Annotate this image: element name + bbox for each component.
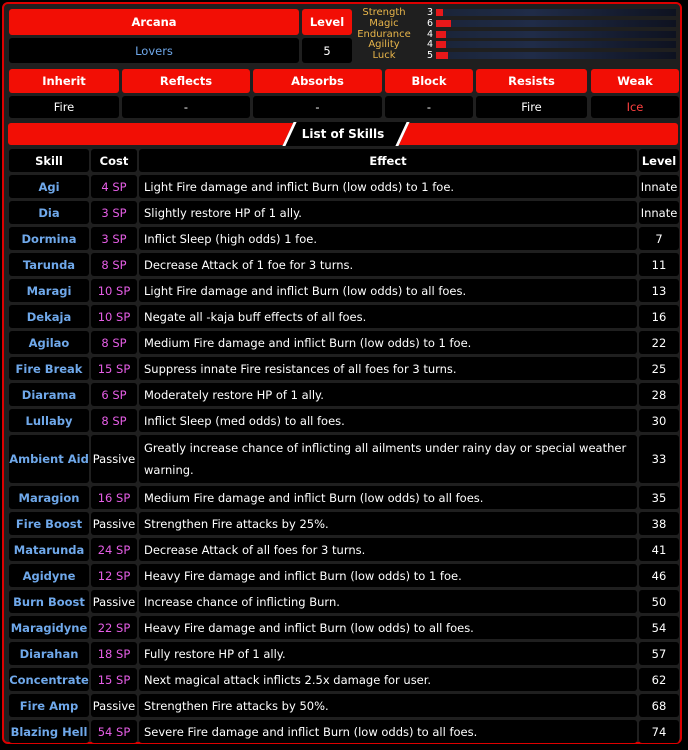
skill-name[interactable]: Ambient Aid <box>9 435 89 483</box>
skill-level: 33 <box>639 435 679 483</box>
skill-level: Innate <box>639 201 679 224</box>
stat-value: 4 <box>426 28 434 40</box>
stat-bar <box>436 52 676 59</box>
stat-bar-fill <box>436 31 446 38</box>
skill-cost: 8 SP <box>91 331 137 354</box>
skill-cost: Passive <box>91 694 137 717</box>
skill-cost: 8 SP <box>91 253 137 276</box>
stat-name: Endurance <box>357 28 411 40</box>
cost-col-header: Cost <box>91 149 137 172</box>
skill-name[interactable]: Lullaby <box>9 409 89 432</box>
skill-level: 7 <box>639 227 679 250</box>
affinity-header-weak: Weak <box>591 69 679 93</box>
effect-col-header: Effect <box>139 149 637 172</box>
skill-name[interactable]: Burn Boost <box>9 590 89 613</box>
level-header: Level <box>302 9 352 35</box>
skill-level: 11 <box>639 253 679 276</box>
skill-col-header: Skill <box>9 149 89 172</box>
skill-level: 22 <box>639 331 679 354</box>
skill-effect: Heavy Fire damage and inflict Burn (low odds) to all foes. <box>139 616 637 639</box>
stat-bar-fill <box>436 41 446 48</box>
skill-level: 28 <box>639 383 679 406</box>
skill-cost: 15 SP <box>91 357 137 380</box>
skill-effect: Increase chance of inflicting Burn. <box>139 590 637 613</box>
skill-level: 35 <box>639 486 679 509</box>
skill-level: Innate <box>639 175 679 198</box>
skill-cost: 54 SP <box>91 720 137 743</box>
skill-cost: 8 SP <box>91 409 137 432</box>
skill-name[interactable]: Diarama <box>9 383 89 406</box>
skill-effect: Medium Fire damage and inflict Burn (low odds) to 1 foe. <box>139 331 637 354</box>
skill-level: 62 <box>639 668 679 691</box>
skill-effect: Strengthen Fire attacks by 25%. <box>139 512 637 535</box>
skill-name[interactable]: Dekaja <box>9 305 89 328</box>
skill-name[interactable]: Matarunda <box>9 538 89 561</box>
stat-row-magic <box>356 18 678 29</box>
skill-name[interactable]: Agidyne <box>9 564 89 587</box>
skill-cost: 22 SP <box>91 616 137 639</box>
stat-bar <box>436 20 676 27</box>
skill-cost: 10 SP <box>91 279 137 302</box>
skill-cost: Passive <box>91 435 137 483</box>
stat-name: Luck <box>372 50 396 62</box>
skill-name[interactable]: Agi <box>9 175 89 198</box>
skill-name[interactable]: Maragi <box>9 279 89 302</box>
affinity-value-reflects: - <box>122 96 250 118</box>
skill-effect: Decrease Attack of 1 foe for 3 turns. <box>139 253 637 276</box>
arcana-value: Lovers <box>9 38 299 63</box>
stat-row-agility <box>356 39 678 50</box>
skill-cost: 10 SP <box>91 305 137 328</box>
stat-row-strength <box>356 7 678 18</box>
stat-value: 4 <box>426 39 434 51</box>
skill-cost: Passive <box>91 590 137 613</box>
stat-value: 5 <box>426 50 434 62</box>
skill-cost: Passive <box>91 512 137 535</box>
skill-effect: Medium Fire damage and inflict Burn (low odds) to all foes. <box>139 486 637 509</box>
stat-bar <box>436 9 676 16</box>
skill-effect: Greatly increase chance of inflicting all ailments under rainy day or special weather warning. <box>139 435 637 483</box>
skill-effect: Inflict Sleep (med odds) to all foes. <box>139 409 637 432</box>
affinity-header-reflects: Reflects <box>122 69 250 93</box>
skill-name[interactable]: Dormina <box>9 227 89 250</box>
affinity-header-block: Block <box>385 69 473 93</box>
affinity-header-inherit: Inherit <box>9 69 119 93</box>
skill-effect: Severe Fire damage and inflict Burn (low odds) to all foes. <box>139 720 637 743</box>
stats-panel <box>356 7 678 63</box>
skill-level: 25 <box>639 357 679 380</box>
skill-level: 46 <box>639 564 679 587</box>
skill-cost: 6 SP <box>91 383 137 406</box>
skill-name[interactable]: Blazing Hell <box>9 720 89 743</box>
skill-cost: 24 SP <box>91 538 137 561</box>
skill-level: 38 <box>639 512 679 535</box>
skill-name[interactable]: Concentrate <box>9 668 89 691</box>
skill-level: 30 <box>639 409 679 432</box>
stat-name: Strength <box>362 7 406 18</box>
affinity-value-inherit: Fire <box>9 96 119 118</box>
skills-title: List of Skills <box>301 127 385 141</box>
skill-effect: Fully restore HP of 1 ally. <box>139 642 637 665</box>
skill-name[interactable]: Fire Amp <box>9 694 89 717</box>
affinity-value-absorbs: - <box>253 96 382 118</box>
arcana-header: Arcana <box>9 9 299 35</box>
stat-bar <box>436 31 676 38</box>
stat-name: Agility <box>368 39 400 51</box>
stat-value: 6 <box>426 17 434 29</box>
skill-cost: 12 SP <box>91 564 137 587</box>
skill-effect: Heavy Fire damage and inflict Burn (low odds) to 1 foe. <box>139 564 637 587</box>
skill-cost: 3 SP <box>91 227 137 250</box>
skill-level: 54 <box>639 616 679 639</box>
skill-name[interactable]: Maragion <box>9 486 89 509</box>
stat-name: Magic <box>369 17 399 29</box>
skill-effect: Next magical attack inflicts 2.5x damage for user. <box>139 668 637 691</box>
skill-effect: Light Fire damage and inflict Burn (low odds) to all foes. <box>139 279 637 302</box>
skill-name[interactable]: Diarahan <box>9 642 89 665</box>
skill-name[interactable]: Tarunda <box>9 253 89 276</box>
skill-effect: Inflict Sleep (high odds) 1 foe. <box>139 227 637 250</box>
skill-level: 74 <box>639 720 679 743</box>
skill-effect: Negate all -kaja buff effects of all foes. <box>139 305 637 328</box>
skill-level: 68 <box>639 694 679 717</box>
skill-level: 13 <box>639 279 679 302</box>
skill-effect: Slightly restore HP of 1 ally. <box>139 201 637 224</box>
skill-cost: 3 SP <box>91 201 137 224</box>
level-col-header: Level <box>639 149 679 172</box>
skill-name[interactable]: Dia <box>9 201 89 224</box>
stat-bar-fill <box>436 9 443 16</box>
affinity-value-weak: Ice <box>591 96 679 118</box>
skill-name[interactable]: Maragidyne <box>9 616 89 639</box>
skill-effect: Decrease Attack of all foes for 3 turns. <box>139 538 637 561</box>
skill-name[interactable]: Fire Break <box>9 357 89 380</box>
skill-level: 41 <box>639 538 679 561</box>
stat-bar <box>436 41 676 48</box>
skill-level: 57 <box>639 642 679 665</box>
skill-name[interactable]: Fire Boost <box>9 512 89 535</box>
skill-effect: Light Fire damage and inflict Burn (low odds) to 1 foe. <box>139 175 637 198</box>
skill-level: 16 <box>639 305 679 328</box>
stat-row-endurance <box>356 29 678 40</box>
skill-name[interactable]: Agilao <box>9 331 89 354</box>
affinity-value-block: - <box>385 96 473 118</box>
stat-bar-fill <box>436 52 448 59</box>
affinity-value-resists: Fire <box>476 96 587 118</box>
affinity-header-resists: Resists <box>476 69 587 93</box>
skill-cost: 4 SP <box>91 175 137 198</box>
skill-effect: Strengthen Fire attacks by 50%. <box>139 694 637 717</box>
skill-effect: Moderately restore HP of 1 ally. <box>139 383 637 406</box>
skill-cost: 16 SP <box>91 486 137 509</box>
affinity-header-absorbs: Absorbs <box>253 69 382 93</box>
stat-bar-fill <box>436 20 451 27</box>
stat-value: 3 <box>426 7 434 18</box>
skill-level: 50 <box>639 590 679 613</box>
skill-cost: 15 SP <box>91 668 137 691</box>
level-value: 5 <box>302 38 352 63</box>
skill-effect: Suppress innate Fire resistances of all foes for 3 turns. <box>139 357 637 380</box>
stat-row-luck <box>356 50 678 61</box>
skill-cost: 18 SP <box>91 642 137 665</box>
